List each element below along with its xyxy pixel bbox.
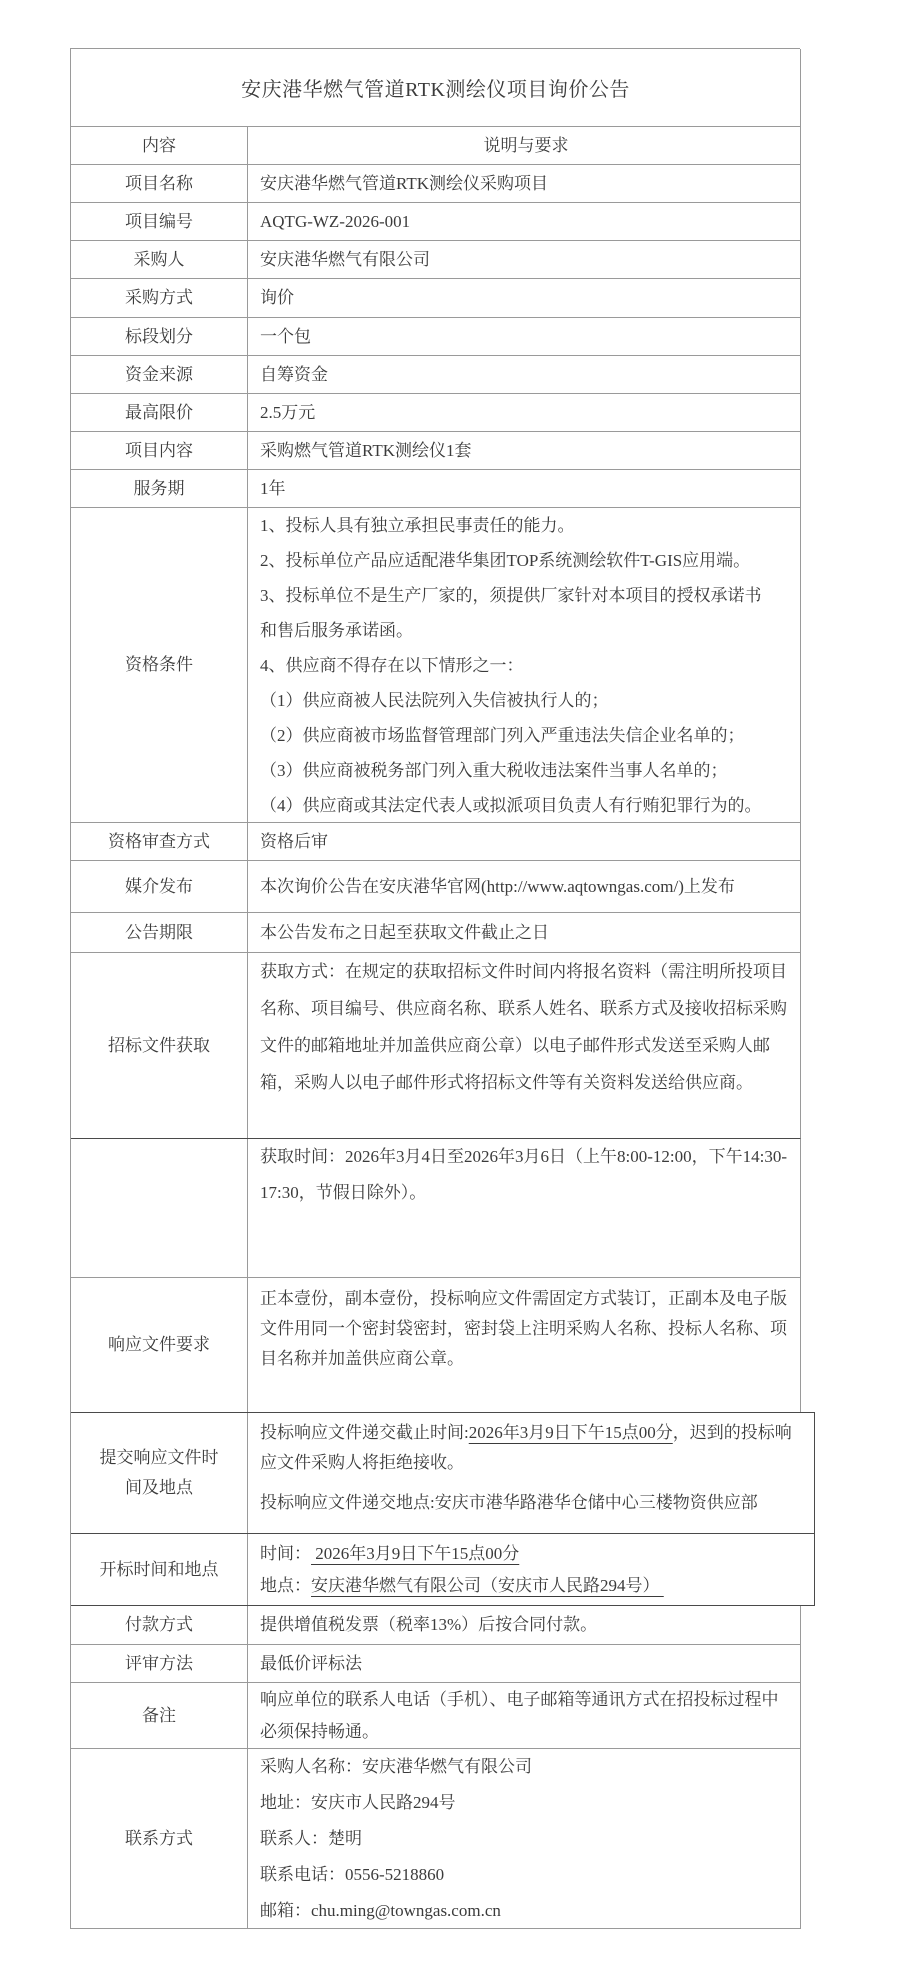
row-content-header — [248, 127, 800, 164]
text-segment: 投标响应文件递交地点:安庆市港华路港华仓储中心三楼物资供应部 — [260, 1493, 758, 1512]
cell-paragraph: 获取时间：2026年3月4日至2026年3月6日（上午8:00-12:00，下午14:30-17:30，节假日除外）。 — [260, 1147, 787, 1202]
row-label-doc-obtain: 招标文件获取 — [71, 953, 248, 1138]
row-label-contact: 联系方式 — [71, 1749, 248, 1928]
row-content-sections — [248, 318, 800, 355]
row-label-remark: 备注 — [71, 1683, 248, 1748]
row-label-project-no: 项目编号 — [71, 203, 248, 240]
table-row-funding — [71, 356, 801, 394]
cell-text: 安庆港华燃气管道RTK测绘仪采购项目 — [260, 173, 548, 193]
row-label-purchaser: 采购人 — [71, 241, 248, 278]
row-label-project-name: 项目名称 — [71, 165, 248, 202]
cell-text: 1年 — [260, 478, 286, 498]
cell-paragraph — [260, 1570, 806, 1602]
cell-text: AQTG-WZ-2026-001 — [260, 211, 411, 231]
table-row-opening — [71, 1534, 815, 1606]
underlined-text: 2026年3月9日下午15点00分 — [311, 1543, 520, 1563]
row-content-qualification — [248, 508, 800, 822]
table-row-period — [71, 913, 801, 953]
cell-line: 3、投标单位不是生产厂家的，须提供厂家针对本项目的授权承诺书 — [260, 586, 762, 605]
cell-text: 资格后审 — [260, 831, 328, 851]
row-content-service-period — [248, 470, 800, 507]
cell-text: 安庆港华燃气有限公司 — [260, 249, 430, 269]
row-content-contact — [248, 1749, 800, 1928]
cell-text: 采购燃气管道RTK测绘仪1套 — [260, 440, 472, 460]
row-label-submit — [71, 1413, 248, 1533]
row-content-opening — [248, 1534, 814, 1605]
table-row-header — [71, 127, 801, 165]
row-content-submit — [248, 1413, 814, 1533]
row-content-payment — [248, 1606, 800, 1644]
row-label-content: 项目内容 — [71, 432, 248, 469]
row-label-opening: 开标时间和地点 — [71, 1534, 248, 1605]
table-row-remark — [71, 1683, 801, 1749]
row-label-qualification: 资格条件 — [71, 508, 248, 822]
cell-line: 和售后服务承诺函。 — [260, 621, 413, 640]
table-row-service-period — [71, 470, 801, 508]
row-label-media: 媒介发布 — [71, 861, 248, 912]
cell-line: （1）供应商被人民法院列入失信被执行人的； — [260, 691, 609, 710]
inquiry-notice-table — [70, 48, 800, 1929]
row-label-review: 资格审查方式 — [71, 823, 248, 860]
row-content-method — [248, 279, 800, 317]
cell-line: 1、投标人具有独立承担民事责任的能力。 — [260, 516, 575, 535]
row-content-purchaser — [248, 241, 800, 278]
table-row-media — [71, 861, 801, 913]
cell-line: （3）供应商被税务部门列入重大税收违法案件当事人名单的； — [260, 761, 728, 780]
underlined-text: 安庆港华燃气有限公司（安庆市人民路294号） — [311, 1575, 664, 1595]
cell-paragraph: 响应单位的联系人电话（手机）、电子邮箱等通讯方式在招投标过程中必须保持畅通。 — [260, 1689, 779, 1741]
cell-text: 询价 — [260, 288, 294, 307]
row-label-response-req: 响应文件要求 — [71, 1278, 248, 1412]
row-label-sections: 标段划分 — [71, 318, 248, 355]
row-label-header: 内容 — [71, 127, 248, 164]
cell-text: 2.5万元 — [260, 402, 316, 422]
table-row-payment — [71, 1606, 801, 1645]
cell-paragraph: 获取方式：在规定的获取招标文件时间内将报名资料（需注明所投项目名称、项目编号、供应商名称、联系人姓名、联系方式及接收招标采购文件的邮箱地址并加盖供应商公章）以电子邮件形式发送至采购人邮箱，采购人以电子邮件形式将招标文件等有关资料发送给供应商。 — [260, 962, 787, 1092]
cell-text: 本公告发布之日起至获取文件截止之日 — [260, 922, 549, 942]
row-content-media — [248, 861, 800, 912]
table-row-purchaser — [71, 241, 801, 279]
underlined-text: 2026年3月9日下午15点00分 — [468, 1423, 673, 1442]
row-content-doc-obtain — [248, 953, 800, 1138]
cell-paragraph — [260, 1488, 806, 1518]
table-row-sections — [71, 318, 801, 356]
row-content-evaluation — [248, 1645, 800, 1682]
cell-paragraph — [260, 1418, 806, 1478]
cell-line: 采购人名称：安庆港华燃气有限公司 — [260, 1757, 532, 1776]
row-label-obtain-time — [71, 1139, 248, 1277]
cell-line: 地址：安庆市人民路294号 — [260, 1793, 456, 1812]
table-row-price-cap — [71, 394, 801, 432]
table-row-doc-obtain — [71, 953, 801, 1138]
cell-line: 联系电话：0556-5218860 — [260, 1865, 445, 1884]
row-label-price-cap: 最高限价 — [71, 394, 248, 431]
row-content-content — [248, 432, 800, 469]
table-row-title — [71, 49, 801, 127]
text-segment: ，迟到的投标响应文件采购人将拒绝接收。 — [260, 1423, 792, 1472]
text-segment: 投标响应文件递交截止时间: — [260, 1423, 469, 1442]
row-content-period — [248, 913, 800, 952]
row-content-funding — [248, 356, 800, 393]
cell-line: （2）供应商被市场监督管理部门列入严重违法失信企业名单的； — [260, 726, 745, 745]
text-segment: 地点： — [260, 1575, 311, 1595]
cell-text: 最低价评标法 — [260, 1653, 362, 1673]
cell-line: （4）供应商或其法定代表人或拟派项目负责人有行贿犯罪行为的。 — [260, 796, 762, 815]
table-row-qualification — [71, 508, 801, 823]
row-content-review — [248, 823, 800, 860]
table-row-content — [71, 432, 801, 470]
row-content-response-req — [248, 1278, 800, 1412]
text-segment: 时间： — [260, 1543, 311, 1563]
row-content-obtain-time — [248, 1139, 800, 1277]
table-row-project-name — [71, 165, 801, 203]
table-row-submit — [71, 1412, 815, 1534]
table-row-response-req — [71, 1278, 801, 1412]
cell-text: 提供增值税发票（税率13%）后按合同付款。 — [260, 1615, 598, 1634]
row-content-project-name — [248, 165, 800, 202]
row-label-method: 采购方式 — [71, 279, 248, 317]
row-content-project-no — [248, 203, 800, 240]
notice-title: 安庆港华燃气管道RTK测绘仪项目询价公告 — [241, 79, 630, 101]
cell-paragraph — [260, 1538, 806, 1570]
row-label-period: 公告期限 — [71, 913, 248, 952]
row-label-funding: 资金来源 — [71, 356, 248, 393]
row-content-price-cap — [248, 394, 800, 431]
cell-text: 说明与要求 — [483, 135, 569, 155]
cell-line: 联系人：楚明 — [260, 1829, 362, 1848]
cell-line: 邮箱：chu.ming@towngas.com.cn — [260, 1901, 501, 1920]
row-content-remark — [248, 1683, 800, 1748]
table-row-review — [71, 823, 801, 861]
row-label-line: 间及地点 — [125, 1478, 193, 1497]
row-label-evaluation: 评审方法 — [71, 1645, 248, 1682]
row-label-payment: 付款方式 — [71, 1606, 248, 1644]
table-row-method — [71, 279, 801, 318]
table-row-evaluation — [71, 1645, 801, 1683]
row-label-service-period: 服务期 — [71, 470, 248, 507]
cell-text: 自筹资金 — [260, 364, 328, 384]
cell-line: 2、投标单位产品应适配港华集团TOP系统测绘软件T-GIS应用端。 — [260, 551, 751, 570]
cell-text: 本次询价公告在安庆港华官网(http://www.aqtowngas.com/)上发布 — [260, 876, 735, 896]
table-row-obtain-time — [71, 1138, 801, 1278]
cell-text: 一个包 — [260, 326, 311, 346]
cell-line: 4、供应商不得存在以下情形之一： — [260, 656, 524, 675]
cell-paragraph: 正本壹份，副本壹份，投标响应文件需固定方式装订，正副本及电子版文件用同一个密封袋密封，密封袋上注明采购人名称、投标人名称、项目名称并加盖供应商公章。 — [260, 1289, 787, 1368]
table-row-contact — [71, 1749, 801, 1929]
row-label-line: 提交响应文件时 — [99, 1448, 219, 1467]
table-row-project-no — [71, 203, 801, 241]
